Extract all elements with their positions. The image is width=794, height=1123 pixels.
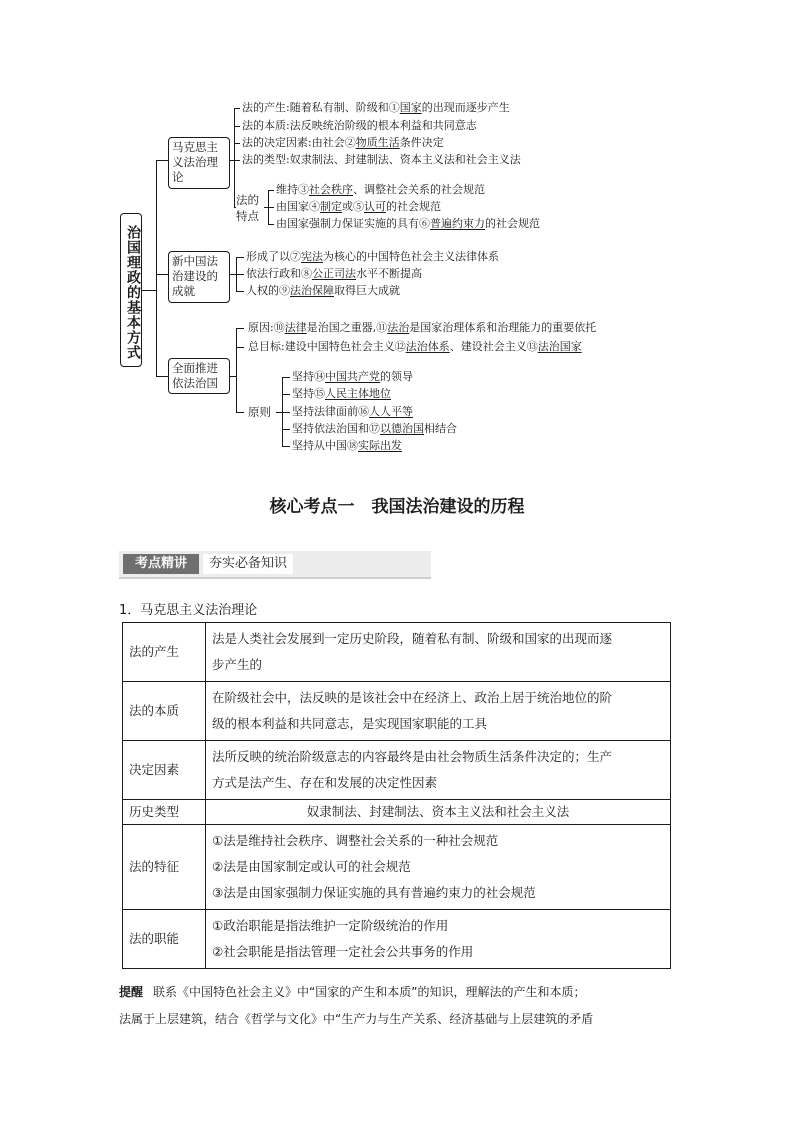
branch-label: 全面推进依法治国 [172,361,218,390]
banner-subtitle: 夯实必备知识 [203,554,293,574]
table-row [123,825,671,910]
b1-feature-3: 由国家强制力保证实施的具有⑥普遍约束力的社会规范 [276,217,540,230]
b2-item-1: 形成了以⑦宪法为核心的中国特色社会主义法律体系 [246,250,499,263]
row-value: 在阶级社会中，法反映的是该社会中在经济上、政治上居于统治地位的阶 级的根本利益和共同意志，是实现国家职能的工具 [206,682,671,741]
tip-line-2: 法属于上层建筑，结合《哲学与文化》中“生产力与生产关系、经济基础与上层建筑的矛盾 [119,1012,594,1026]
table-row [123,741,671,800]
row-key: 决定因素 [123,741,206,800]
tip-paragraph [119,979,679,1033]
branch-label: 马克思主义法治理论 [172,140,218,184]
banner-tag: 考点精讲 [123,554,199,574]
row-key: 历史类型 [123,800,206,825]
section-heading: 1．马克思主义法治理论 [119,603,258,618]
row-key: 法的职能 [123,910,206,969]
b1-feature-1: 维持③社会秩序、调整社会关系的社会规范 [276,183,485,196]
b2-item-2: 依法行政和⑧公正司法水平不断提高 [246,267,422,280]
branch-marx-theory [168,137,230,189]
row-value: 奴隶制法、封建制法、资本主义法和社会主义法 [206,800,671,825]
table-row [123,682,671,741]
b1-item-origin: 法的产生:随着私有制、阶级和①国家的出现而逐步产生 [242,101,510,114]
row-key: 法的本质 [123,682,206,741]
page-title: 核心考点一 我国法治建设的历程 [269,497,525,517]
table-row [123,800,671,825]
row-key: 法的特征 [123,825,206,910]
b3-principle-4: 坚持依法治国和⑰以德治国相结合 [292,422,457,435]
b1-feature-2: 由国家④制定或⑤认可的社会规范 [276,200,441,213]
b3-reason: 原因:⑩法律是治国之重器,⑪法治是国家治理体系和治理能力的重要依托 [248,321,597,334]
row-value: 法所反映的统治阶级意志的内容最终是由社会物质生活条件决定的；生产 方式是法产生、存在和发展的决定性因素 [206,741,671,800]
b3-principle-5: 坚持从中国⑱实际出发 [292,439,402,452]
row-key: 法的产生 [123,623,206,682]
table-row [123,623,671,682]
b2-item-3: 人权的⑨法治保障取得巨大成就 [246,284,400,297]
table-row [123,910,671,969]
b3-goal: 总目标:建设中国特色社会主义⑫法治体系、建设社会主义⑬法治国家 [248,340,582,353]
b1-item-types: 法的类型:奴隶制法、封建制法、资本主义法和社会主义法 [242,153,521,166]
b1-item-essence: 法的本质:法反映统治阶级的根本利益和共同意志 [242,119,477,132]
tip-label: 提醒 [119,985,144,999]
branch-label: 新中国法治建设的成就 [172,254,218,298]
section-banner [119,551,431,579]
b3-principle-1: 坚持⑭中国共产党的领导 [292,370,413,383]
row-value: ①政治职能是指法维护一定阶级统治的作用 ②社会职能是指法管理一定社会公共事务的作用 [206,910,671,969]
marx-law-table [122,622,671,969]
b3-principle-2: 坚持⑮人民主体地位 [292,387,391,400]
row-value: 法是人类社会发展到一定历史阶段，随着私有制、阶级和国家的出现而逐 步产生的 [206,623,671,682]
b1-item-factor: 法的决定因素:由社会②物质生活条件决定 [242,136,444,149]
b3-principle-3: 坚持法律面前⑯人人平等 [292,405,413,418]
mindmap-root: 治国理政的基本方式 [120,213,142,367]
branch-rule-of-law [168,358,230,394]
b3-principle-label: 原则 [248,405,271,419]
tip-line-1: 联系《中国特色社会主义》中“国家的产生和本质”的知识，理解法的产生和本质； [153,985,586,999]
row-value: ①法是维持社会秩序、调整社会关系的一种社会规范 ②法是由国家制定或认可的社会规范 ③法是由国家强制力保证实施的具有普遍约束力的社会规范 [206,825,671,910]
branch-new-china [168,251,230,303]
b1-feature-label: 法的特点 [236,193,259,223]
